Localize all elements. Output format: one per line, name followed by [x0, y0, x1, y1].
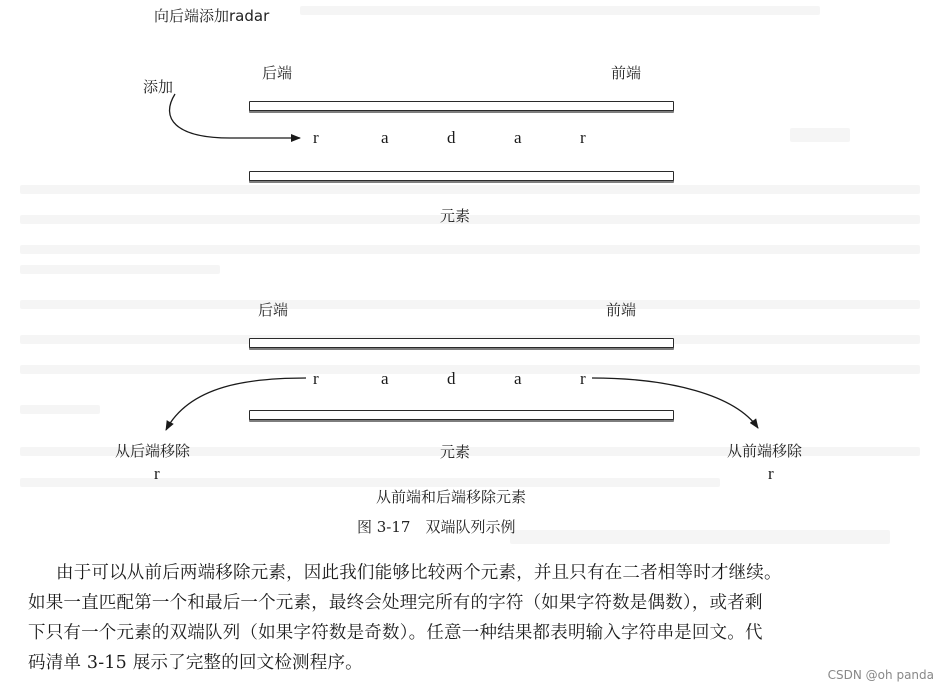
deque-char: a [514, 128, 522, 147]
deque-char: a [381, 128, 389, 147]
deque-char: d [447, 128, 456, 147]
elements-label: 元素 [440, 207, 471, 225]
elements-label: 元素 [440, 443, 471, 461]
remove-front-label: 从前端移除 [727, 442, 803, 460]
deque-char: a [514, 369, 522, 388]
paragraph-line: 由于可以从前后两端移除元素，因此我们能够比较两个元素，并且只有在二者相等时才继续。 [56, 563, 782, 583]
remove-front-arrow [592, 378, 758, 428]
front-label: 前端 [611, 64, 642, 82]
front-label: 前端 [606, 301, 637, 319]
add-label: 添加 [143, 78, 174, 96]
body-paragraph [28, 558, 933, 678]
figure-bottom-subtitle: 从前端和后端移除元素 [376, 488, 527, 506]
rear-label: 后端 [258, 301, 289, 319]
deque-char: r [313, 369, 319, 388]
removed-front-char: r [768, 464, 774, 483]
deque-char: r [580, 128, 586, 147]
rear-label: 后端 [262, 64, 293, 82]
paragraph-line: 如果一直匹配第一个和最后一个元素，最终会处理完所有的字符（如果字符数是偶数），或者剩 [28, 593, 763, 613]
deque-char: d [447, 369, 456, 388]
remove-rear-arrow [166, 378, 306, 430]
paragraph-line: 下只有一个元素的双端队列（如果字符数是奇数）。任意一种结果都表明输入字符串是回文。代 [28, 623, 763, 643]
figure-top-title: 向后端添加radar [154, 7, 270, 25]
remove-rear-label: 从后端移除 [115, 442, 191, 460]
watermark: CSDN @oh panda [827, 668, 934, 682]
figure-caption: 图 3-17 双端队列示例 [357, 518, 516, 536]
deque-char: r [580, 369, 586, 388]
removed-rear-char: r [154, 464, 160, 483]
deque-char: a [381, 369, 389, 388]
deque-char: r [313, 128, 319, 147]
add-arrow [170, 94, 300, 138]
paragraph-line: 码清单 3-15 展示了完整的回文检测程序。 [28, 653, 363, 673]
